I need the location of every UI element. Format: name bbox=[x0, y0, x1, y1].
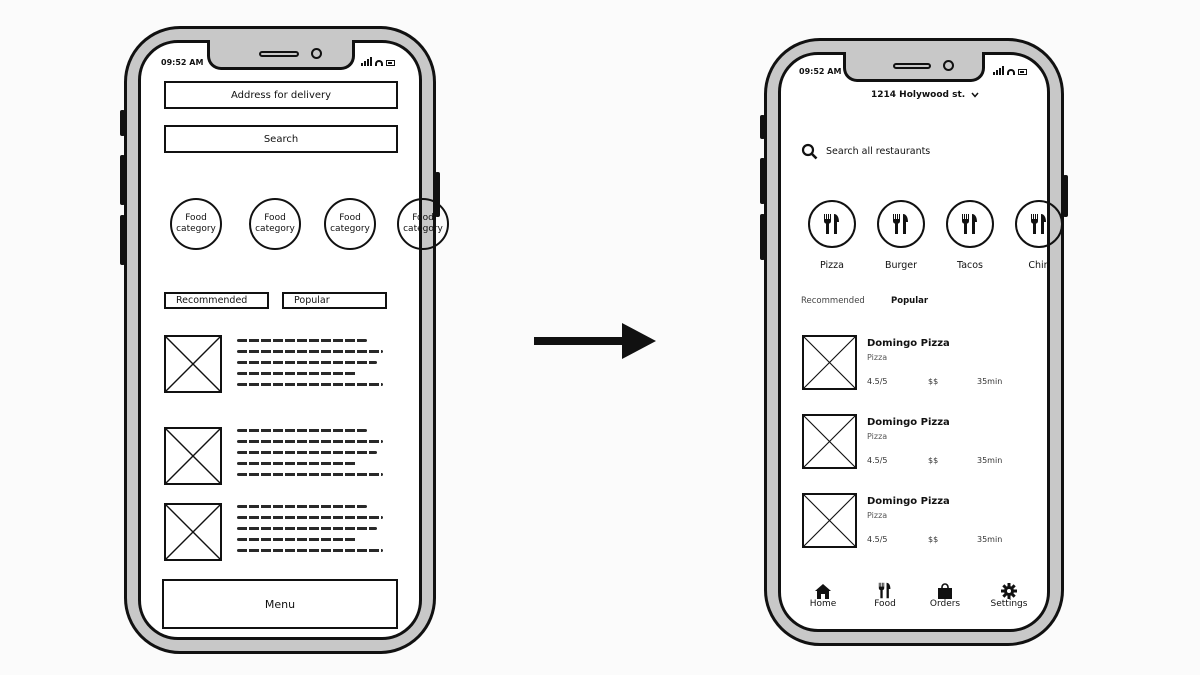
battery-icon bbox=[1018, 69, 1027, 75]
fork-knife-icon bbox=[877, 582, 893, 599]
tab-recommended[interactable]: Recommended bbox=[164, 292, 269, 309]
restaurant-time: 35min bbox=[977, 535, 1003, 544]
nav-settings[interactable] bbox=[984, 582, 1034, 609]
nav-label: Orders bbox=[929, 599, 961, 609]
restaurant-price: $$ bbox=[928, 456, 939, 465]
restaurant-rating: 4.5/5 bbox=[867, 535, 888, 544]
category-label: Pizza bbox=[820, 260, 844, 271]
bag-icon bbox=[937, 583, 953, 599]
phone-side-button bbox=[120, 110, 125, 136]
category-tacos[interactable] bbox=[946, 200, 994, 248]
signal-icon bbox=[361, 57, 372, 66]
nav-label: Food bbox=[874, 599, 896, 609]
nav-label: Home bbox=[809, 599, 837, 609]
category-label: Food category bbox=[255, 213, 295, 234]
delivery-address[interactable] bbox=[871, 90, 979, 100]
search-bar[interactable] bbox=[801, 143, 930, 160]
restaurant-type: Pizza bbox=[867, 353, 888, 362]
category-label: Chin bbox=[1028, 260, 1050, 271]
battery-icon bbox=[386, 60, 395, 66]
restaurant-image[interactable] bbox=[802, 414, 857, 469]
status-icons bbox=[361, 57, 395, 66]
restaurant-image[interactable] bbox=[802, 335, 857, 390]
image-placeholder bbox=[164, 427, 222, 485]
category-label: Food category bbox=[403, 213, 443, 234]
status-icons bbox=[993, 66, 1027, 75]
category-pizza[interactable] bbox=[808, 200, 856, 248]
nav-food[interactable] bbox=[860, 582, 910, 609]
restaurant-name[interactable]: Domingo Pizza bbox=[867, 338, 950, 349]
category-label: Food category bbox=[330, 213, 370, 234]
menu-button[interactable]: Menu bbox=[162, 579, 398, 629]
restaurant-name[interactable]: Domingo Pizza bbox=[867, 496, 950, 507]
chevron-down-icon bbox=[971, 92, 979, 98]
restaurant-time: 35min bbox=[977, 456, 1003, 465]
category-chinese[interactable] bbox=[1015, 200, 1063, 248]
fork-knife-icon bbox=[822, 213, 842, 235]
nav-orders[interactable] bbox=[920, 582, 970, 609]
fork-knife-icon bbox=[891, 213, 911, 235]
category-label: Food category bbox=[176, 213, 216, 234]
restaurant-rating: 4.5/5 bbox=[867, 456, 888, 465]
food-category-circle[interactable] bbox=[249, 198, 301, 250]
phone-side-button bbox=[120, 155, 125, 205]
arrow-right-icon bbox=[530, 320, 658, 362]
search-field[interactable]: Search bbox=[164, 125, 398, 153]
food-category-circle[interactable] bbox=[324, 198, 376, 250]
status-time: 09:52 AM bbox=[799, 67, 842, 76]
restaurant-type: Pizza bbox=[867, 432, 888, 441]
text-placeholder bbox=[237, 505, 383, 560]
food-category-circle[interactable] bbox=[397, 198, 449, 250]
fork-knife-icon bbox=[960, 213, 980, 235]
nav-home[interactable] bbox=[798, 582, 848, 609]
category-label: Tacos bbox=[956, 260, 984, 271]
status-time: 09:52 AM bbox=[161, 58, 204, 67]
search-icon bbox=[801, 143, 818, 160]
phone-side-button bbox=[760, 214, 765, 260]
text-placeholder bbox=[237, 339, 383, 394]
phone-side-button bbox=[760, 158, 765, 204]
restaurant-type: Pizza bbox=[867, 511, 888, 520]
address-text: 1214 Holywood st. bbox=[871, 90, 966, 100]
tab-popular[interactable]: Popular bbox=[891, 296, 929, 306]
image-placeholder bbox=[164, 503, 222, 561]
wifi-icon bbox=[375, 60, 383, 66]
category-label: Burger bbox=[884, 260, 918, 271]
text-placeholder bbox=[237, 429, 383, 484]
phone-side-button bbox=[1063, 175, 1068, 217]
restaurant-time: 35min bbox=[977, 377, 1003, 386]
nav-label: Settings bbox=[990, 599, 1028, 609]
image-placeholder bbox=[164, 335, 222, 393]
phone-side-button bbox=[120, 215, 125, 265]
phone-side-button bbox=[760, 115, 765, 139]
fork-knife-icon bbox=[1029, 213, 1049, 235]
tab-recommended[interactable]: Recommended bbox=[801, 296, 865, 306]
restaurant-price: $$ bbox=[928, 535, 939, 544]
restaurant-price: $$ bbox=[928, 377, 939, 386]
gear-icon bbox=[1001, 583, 1017, 599]
restaurant-name[interactable]: Domingo Pizza bbox=[867, 417, 950, 428]
tab-popular[interactable]: Popular bbox=[282, 292, 387, 309]
restaurant-rating: 4.5/5 bbox=[867, 377, 888, 386]
category-burger[interactable] bbox=[877, 200, 925, 248]
restaurant-image[interactable] bbox=[802, 493, 857, 548]
camera bbox=[943, 60, 954, 71]
signal-icon bbox=[993, 66, 1004, 75]
food-category-circle[interactable] bbox=[170, 198, 222, 250]
speaker bbox=[259, 51, 299, 57]
mockup-screen bbox=[778, 52, 1050, 632]
camera bbox=[311, 48, 322, 59]
speaker bbox=[893, 63, 931, 69]
search-placeholder: Search all restaurants bbox=[826, 146, 931, 157]
wifi-icon bbox=[1007, 69, 1015, 75]
home-icon bbox=[815, 584, 831, 599]
wireframe-screen bbox=[138, 40, 443, 640]
address-field[interactable]: Address for delivery bbox=[164, 81, 398, 109]
